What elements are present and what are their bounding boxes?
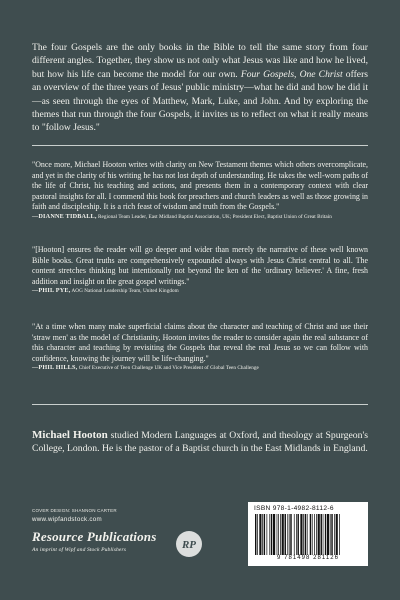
book-blurb [32,41,368,135]
endorsement-hills [32,322,368,372]
author-bio-text: studied Modern Languages at Oxford, and theology at Spurgeon's College, London. He is the pastor of a Baptist church in the East Midlands in England. [32,430,368,455]
logo-glyph [177,532,201,556]
endorsement-tidball [32,160,368,221]
barcode-bars [254,514,362,555]
barcode-bar [294,514,295,555]
barcode-bar [273,514,275,555]
barcode-bar [287,514,288,555]
endorsement-pye [32,245,368,295]
blurb-part-2: offers an overview of the three years of Jesus' public ministry—what he did and how he did it—as seen through the eyes of Matthew, Mark, Luke, and John. And by exploring the themes that run through the four Gospels, it invites us to reflect on what it really means to "follow Jesus." [32,68,368,134]
barcode-bar [285,514,286,555]
endorser-name: —PHIL HILLS, [32,364,78,372]
barcode-bar [267,514,268,555]
barcode-bar [307,514,308,555]
barcode-bar [280,514,281,555]
author-name: Michael Hooton [32,429,108,441]
barcode-bar [314,514,315,555]
barcode-bar [271,514,272,555]
publisher-website: www.wipfandstock.com [32,516,102,523]
publisher-logo-icon [176,531,202,557]
divider-top [32,145,368,146]
barcode-bar [282,514,284,555]
barcode-bar [327,514,329,555]
logo-letters: RP [181,539,197,551]
barcode-bar [330,514,331,555]
barcode-bar [334,514,335,555]
divider-bottom [32,404,368,405]
endorsement-quote: "At a time when many make superficial claims about the character and teaching of Christ and use their 'straw men' as the model of Christianity, Hooton invites the reader to consider again the real substance of this character and teaching by revisiting the Gospels that reveal the real Jesus so we can follow with confidence, knowing the journey will be life-changing." [32,322,368,363]
cover-design-credit: COVER DESIGN: SHANNON CARTER [32,508,117,513]
publisher-imprint [32,530,182,560]
endorsement-quote: "[Hooton] ensures the reader will go deeper and wider than merely the narrative of these well known Bible books. Great truths are comprehensively expounded always with Jesus Christ central to all. The content stretches thinking but intentionally not beyond the ken of the 'ordinary believer.' A fine, fresh addition and insight on the great gospel writings." [32,245,368,286]
endorser-role: Chief Executive of Teen Challenge UK and Vice President of Global Teen Challenge [77,365,259,372]
barcode-bar [318,514,320,555]
barcode-bar [269,514,270,555]
barcode-digits: 9 781498 281126 [276,555,340,561]
barcode-bar [316,514,317,555]
endorser-role: Regional Team Leader, East Midland Baptist Association, UK; President Elect, Baptist Union of Great Britain [96,213,332,220]
endorsement-attribution [32,364,368,372]
barcode-bar [278,514,279,555]
isbn-barcode [248,502,368,566]
barcode-bar [257,514,258,555]
blurb-book-title: Four Gospels, One Christ [240,68,343,80]
barcode-bar [300,514,302,555]
barcode-bar [325,514,326,555]
endorsement-attribution [32,287,368,295]
blurb-part-1: The four Gospels are the only books in the Bible to tell the same story from four different angles. Together, they show us not only what Jesus was like and how he lived, but how his life can become the model for our own. [32,42,368,80]
barcode-bar [323,514,324,555]
endorser-name: —PHIL PYE, [32,287,71,295]
barcode-bar [290,514,291,555]
barcode-bar [259,514,261,555]
barcode-bar [331,514,332,555]
endorser-name: —DIANNE TIDBALL, [32,212,97,220]
barcode-bar [289,514,290,555]
barcode-bar [264,514,265,555]
publisher-name: Resource Publications [32,529,157,544]
endorsement-attribution [32,213,368,221]
barcode-bar [305,514,306,555]
barcode-bar [312,514,313,555]
author-bio [32,429,368,456]
barcode-bar [296,514,297,555]
barcode-bar [336,514,338,555]
barcode-bar [310,514,311,555]
barcode-bar [297,514,298,555]
endorser-role: AOG National Leadership Team, United Kingdom [70,288,179,295]
barcode-bar [262,514,263,555]
endorsement-quote: "Once more, Michael Hooton writes with clarity on New Testament themes which others overcomplicate, and yet in the clarity of his writing he has not lost depth of understanding. He takes the well-worn paths of the life of Christ, his teaching and actions, and presents them in a contemporary context with clear pastoral insights for all. I commend this book for preachers and church leaders as well as those growing in faith and discipleship. It is a rich feast of wisdom and truth from the Gospels." [32,160,368,212]
barcode-bar [255,514,256,555]
barcode-bar [277,514,278,555]
barcode-bar [303,514,304,555]
barcode-bar [339,514,340,555]
isbn-number: ISBN 978-1-4982-8112-6 [254,505,334,512]
barcode-bar [321,514,322,555]
publisher-subtitle: An imprint of Wipf and Stock Publishers [32,547,127,553]
